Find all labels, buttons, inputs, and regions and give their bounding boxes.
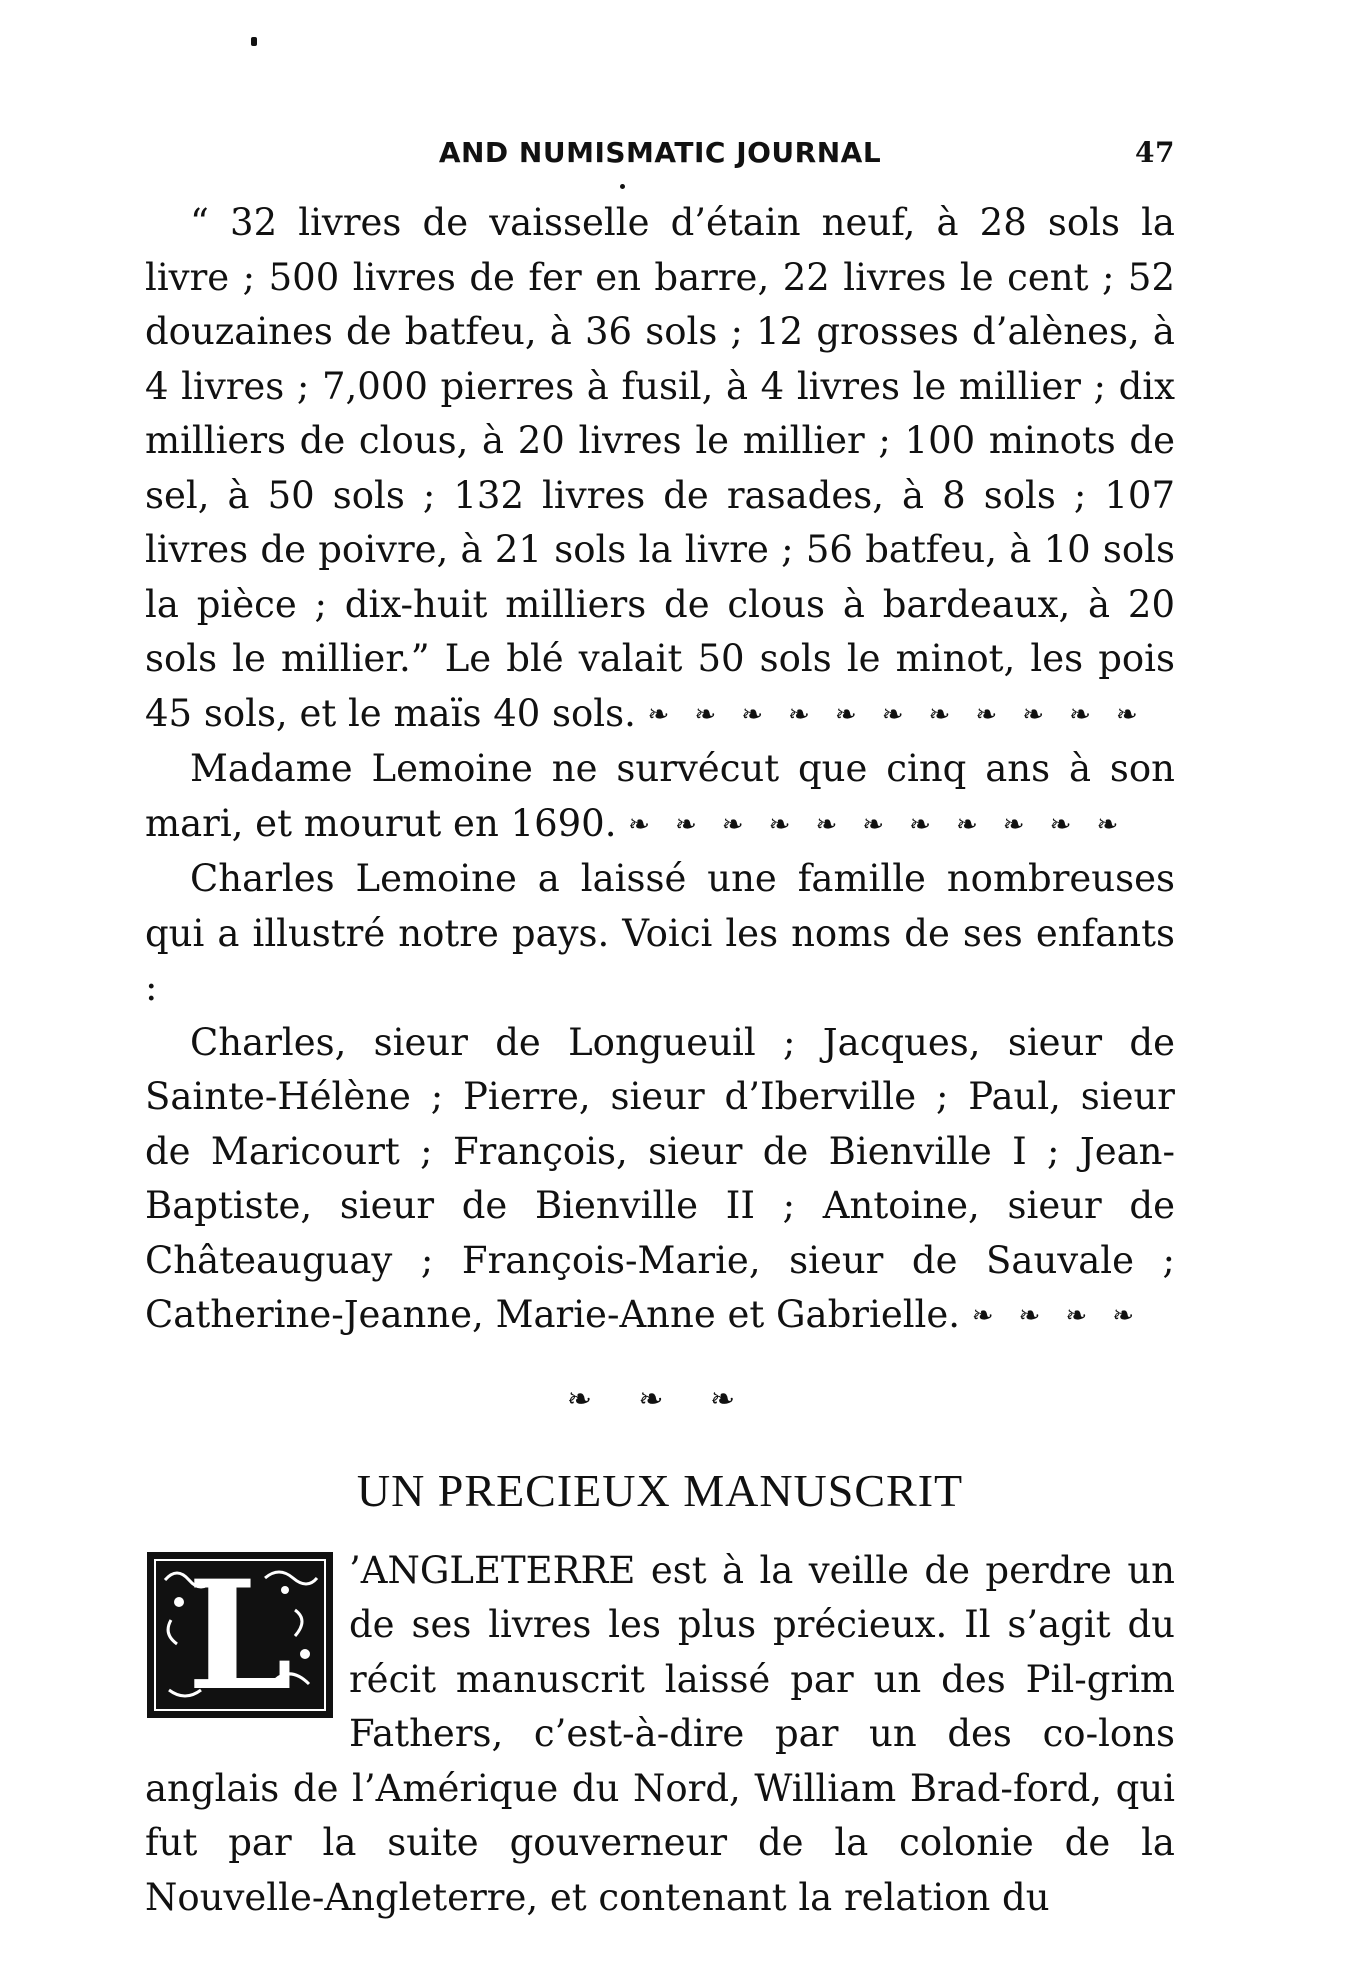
decorated-initial-graphic — [145, 1550, 335, 1720]
dropcap-letter: L — [187, 1549, 293, 1720]
paragraph-famille: Charles Lemoine a laissé une famille nombreuses qui a illustré notre pays. Voici les noms de ses enfants : — [145, 857, 1175, 1009]
paragraph-enfants-text: Charles, sieur de Longueuil ; Jacques, sieur de Sainte-Hélène ; Pierre, sieur d’Iberville ; Paul, sieur de Maricourt ; François, sieur de Bienville I ; Jean-Baptiste, sieur de Bienville II ; Antoine, sieur de Châteauguay ; François-Marie, sieur de Sauvale ; Catherine-Jeanne, Marie-Anne et Gabrielle. — [145, 1020, 1175, 1336]
paragraph-madame-lemoine-text: Madame Lemoine ne survécut que cinq ans à son mari, et mourut en 1690. — [145, 747, 1175, 845]
fleuron-ornament: ❧ ❧ ❧ ❧ — [971, 1301, 1143, 1331]
section-title: UN PRECIEUX MANUSCRIT — [356, 1464, 964, 1516]
fleuron-ornament: ❧ ❧ ❧ ❧ ❧ ❧ ❧ ❧ ❧ ❧ ❧ — [647, 699, 1146, 730]
section-separator: ❧ ❧ ❧ — [566, 1381, 754, 1417]
article-text — [145, 1544, 1175, 1926]
decorated-initial-l — [145, 1550, 335, 1720]
running-head — [145, 128, 1175, 178]
paragraph-madame-lemoine — [145, 742, 1175, 852]
ink-speck — [251, 37, 257, 46]
fleuron-ornament: ❧ ❧ ❧ ❧ ❧ ❧ ❧ ❧ ❧ ❧ ❧ — [628, 809, 1127, 840]
paragraph-enfants — [145, 1016, 1175, 1344]
article-paragraph: ’ANGLETERRE est à la veille de perdre un de ses livres les plus précieux. Il s’agit du récit manuscrit laissé par un des Pil-grim Fathers, c’est-à-dire par un des co-lons anglais de l’Amérique du Nord, William Brad-ford, qui fut par la suite gouverneur de la colonie de la Nouvelle-Angleterre, et contenant la relation du — [145, 1548, 1175, 1919]
ink-mark — [620, 184, 625, 189]
journal-title: AND NUMISMATIC JOURNAL — [438, 136, 882, 169]
paragraph-inventory — [145, 196, 1175, 742]
body-text — [145, 196, 1175, 1344]
page — [145, 128, 1175, 1925]
paragraph-inventory-text: “ 32 livres de vaisselle d’étain neuf, à 28 sols la livre ; 500 livres de fer en barre, 22 livres le cent ; 52 douzaines de batfeu, à 36 sols ; 12 grosses d’alènes, à 4 livres ; 7,000 pierres à fusil, à 4 livres le millier ; dix milliers de clous, à 20 livres le millier ; 100 minots de sel, à 50 sols ; 132 livres de rasades, à 8 sols ; 107 livres de poivre, à 21 sols la livre ; 56 batfeu, à 10 sols la pièce ; dix-huit milliers de clous à bardeaux, à 20 sols le millier.” Le blé valait 50 sols le minot, les pois 45 sols, et le maïs 40 sols. — [145, 201, 1175, 735]
page-number: 47 — [1135, 136, 1175, 169]
